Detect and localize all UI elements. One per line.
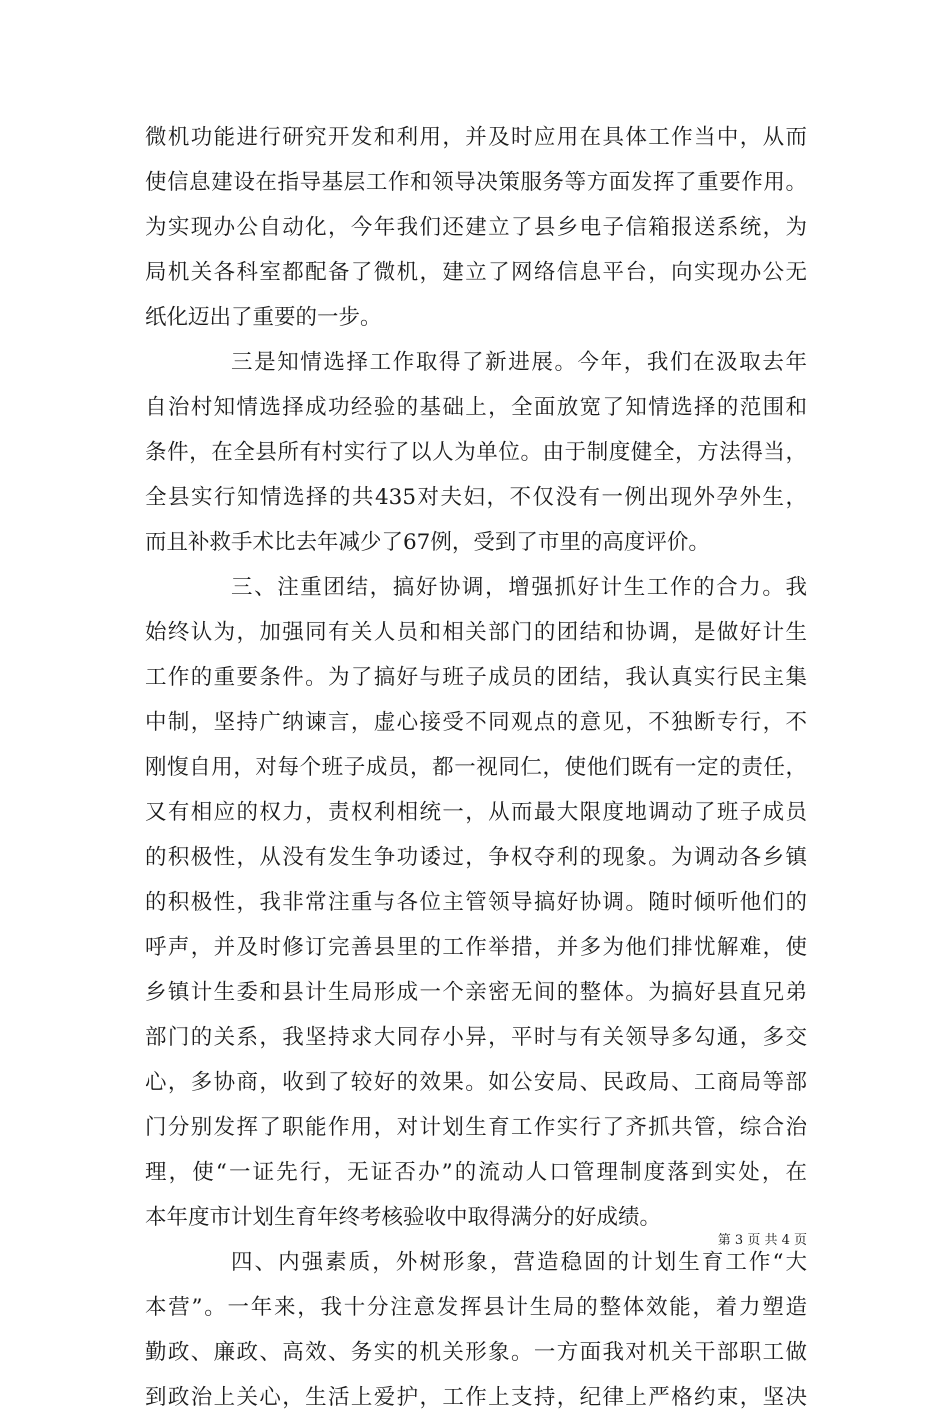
body-text xyxy=(145,115,807,1420)
text-line: 又有相应的权力，责权利相统一，从而最大限度地调动了班子成员 xyxy=(145,800,807,825)
text-line: 本营”。一年来，我十分注意发挥县计生局的整体效能，着力塑造 xyxy=(145,1295,807,1320)
text-line: 中制，坚持广纳谏言，虚心接受不同观点的意见，不独断专行，不 xyxy=(145,710,807,735)
paragraph-start-line: 四、内强素质，外树形象，营造稳固的计划生育工作“大 xyxy=(231,1250,807,1275)
text-line: 局机关各科室都配备了微机，建立了网络信息平台，向实现办公无 xyxy=(145,260,807,285)
text-line: 部门的关系，我坚持求大同存小异，平时与有关领导多勾通，多交 xyxy=(145,1025,807,1050)
text-line: 而且补救手术比去年减少了67例，受到了市里的高度评价。 xyxy=(145,530,710,555)
paragraph-start-line: 三、注重团结，搞好协调，增强抓好计生工作的合力。我 xyxy=(231,575,807,600)
text-line: 工作的重要条件。为了搞好与班子成员的团结，我认真实行民主集 xyxy=(145,665,807,690)
page-footer: 第 3 页 共 4 页 xyxy=(717,1233,807,1248)
text-line: 为实现办公自动化，今年我们还建立了县乡电子信箱报送系统，为 xyxy=(145,215,807,240)
text-line: 纸化迈出了重要的一步。 xyxy=(145,305,382,330)
text-line: 门分别发挥了职能作用，对计划生育工作实行了齐抓共管，综合治 xyxy=(145,1115,807,1140)
text-line: 勤政、廉政、高效、务实的机关形象。一方面我对机关干部职工做 xyxy=(145,1340,807,1365)
text-line: 的积极性，从没有发生争功诿过，争权夺利的现象。为调动各乡镇 xyxy=(145,845,807,870)
text-line: 乡镇计生委和县计生局形成一个亲密无间的整体。为搞好县直兄弟 xyxy=(145,980,807,1005)
text-line: 的积极性，我非常注重与各位主管领导搞好协调。随时倾听他们的 xyxy=(145,890,807,915)
text-line: 自治村知情选择成功经验的基础上，全面放宽了知情选择的范围和 xyxy=(145,395,807,420)
text-line: 心，多协商，收到了较好的效果。如公安局、民政局、工商局等部 xyxy=(145,1070,807,1095)
paragraph-start-line: 三是知情选择工作取得了新进展。今年，我们在汲取去年 xyxy=(231,350,807,375)
text-line: 本年度市计划生育年终考核验收中取得满分的好成绩。 xyxy=(145,1205,662,1230)
text-line: 使信息建设在指导基层工作和领导决策服务等方面发挥了重要作用。 xyxy=(145,170,807,195)
text-line: 全县实行知情选择的共435对夫妇，不仅没有一例出现外孕外生， xyxy=(145,485,807,510)
text-line: 始终认为，加强同有关人员和相关部门的团结和协调，是做好计生 xyxy=(145,620,807,645)
text-line: 到政治上关心，生活上爱护，工作上支持，纪律上严格约束，坚决 xyxy=(145,1385,807,1410)
text-line: 条件，在全县所有村实行了以人为单位。由于制度健全，方法得当， xyxy=(145,440,807,465)
text-line: 理，使“一证先行，无证否办”的流动人口管理制度落到实处，在 xyxy=(145,1160,807,1185)
text-line: 呼声，并及时修订完善县里的工作举措，并多为他们排忧解难，使 xyxy=(145,935,807,960)
text-line: 微机功能进行研究开发和利用，并及时应用在具体工作当中，从而 xyxy=(145,125,807,150)
text-line: 刚愎自用，对每个班子成员，都一视同仁，使他们既有一定的责任， xyxy=(145,755,807,780)
